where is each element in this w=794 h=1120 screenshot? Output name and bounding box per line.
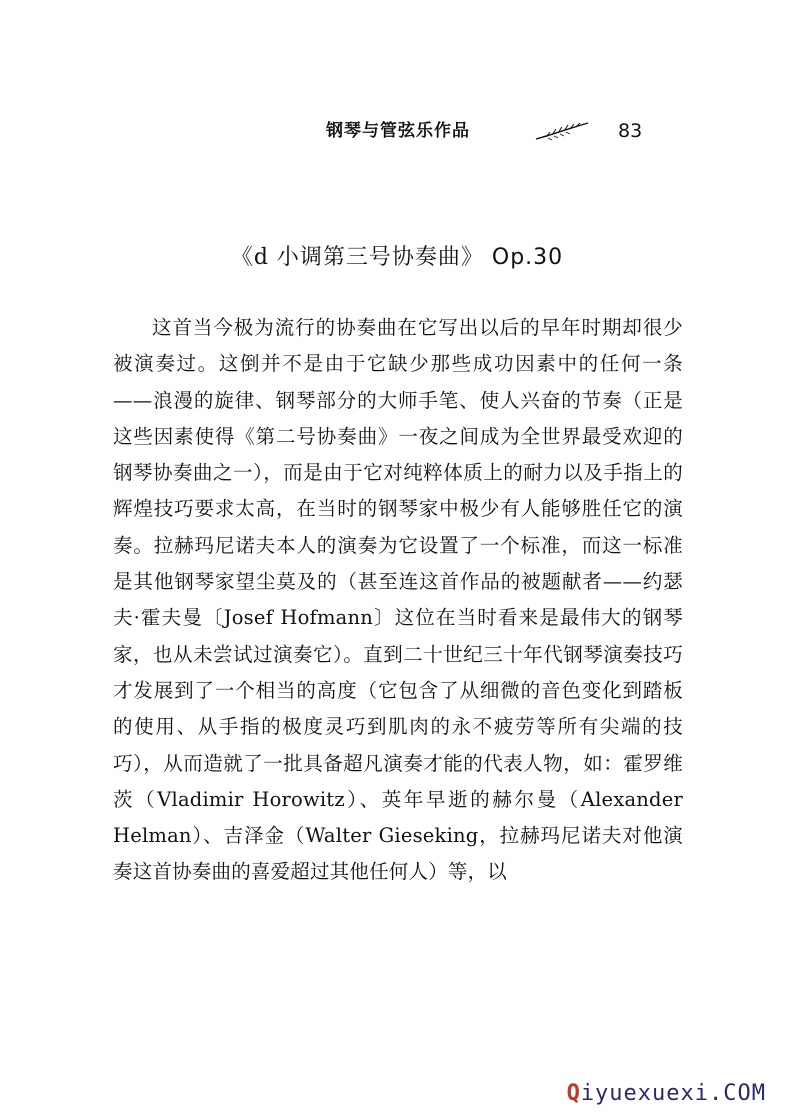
work-title [0, 238, 794, 278]
work-title-text: 《d 小调第三号协奏曲》 [230, 245, 484, 270]
page-number: 83 [618, 120, 643, 142]
body-paragraph: 这首当今极为流行的协奏曲在它写出以后的早年时期却很少被演奏过。这倒并不是由于它缺少那些成功因素中的任何一条——浪漫的旋律、钢琴部分的大师手笔、使人兴奋的节奏（正是这些因素使得《第二号协奏曲》一夜之间成为全世界最受欢迎的钢琴协奏曲之一），而是由于它对纯粹体质上的耐力以及手指上的辉煌技巧要求太高，在当时的钢琴家中极少有人能够胜任它的演奏。拉赫玛尼诺夫本人的演奏为它设置了一个标准，而这一标准是其他钢琴家望尘莫及的（甚至连这首作品的被题献者——约瑟夫·霍夫曼〔Josef Hofmann〕这位在当时看来是最伟大的钢琴家，也从未尝试过演奏它）。直到二十世纪三十年代钢琴演奏技巧才发展到了一个相当的高度（它包含了从细微的音色变化到踏板的使用、从手指的极度灵巧到肌肉的永不疲劳等所有尖端的技巧），从而造就了一批具备超凡演奏才能的代表人物，如：霍罗维茨（Vladimir Horowitz）、英年早逝的赫尔曼（Alexander Helman）、吉泽金（Walter Gieseking，拉赫玛尼诺夫对他演奏这首协奏曲的喜爱超过其他任何人）等，以 [113, 316, 683, 884]
opus-number: Op.30 [491, 245, 564, 270]
watermark-text: iyuexuexi.COM [580, 1081, 766, 1106]
feather-quill-icon [534, 120, 590, 142]
watermark [567, 1081, 766, 1106]
running-head [0, 116, 794, 146]
watermark-initial: Q [566, 1081, 581, 1106]
section-title: 钢琴与管弦乐作品 [326, 121, 470, 141]
